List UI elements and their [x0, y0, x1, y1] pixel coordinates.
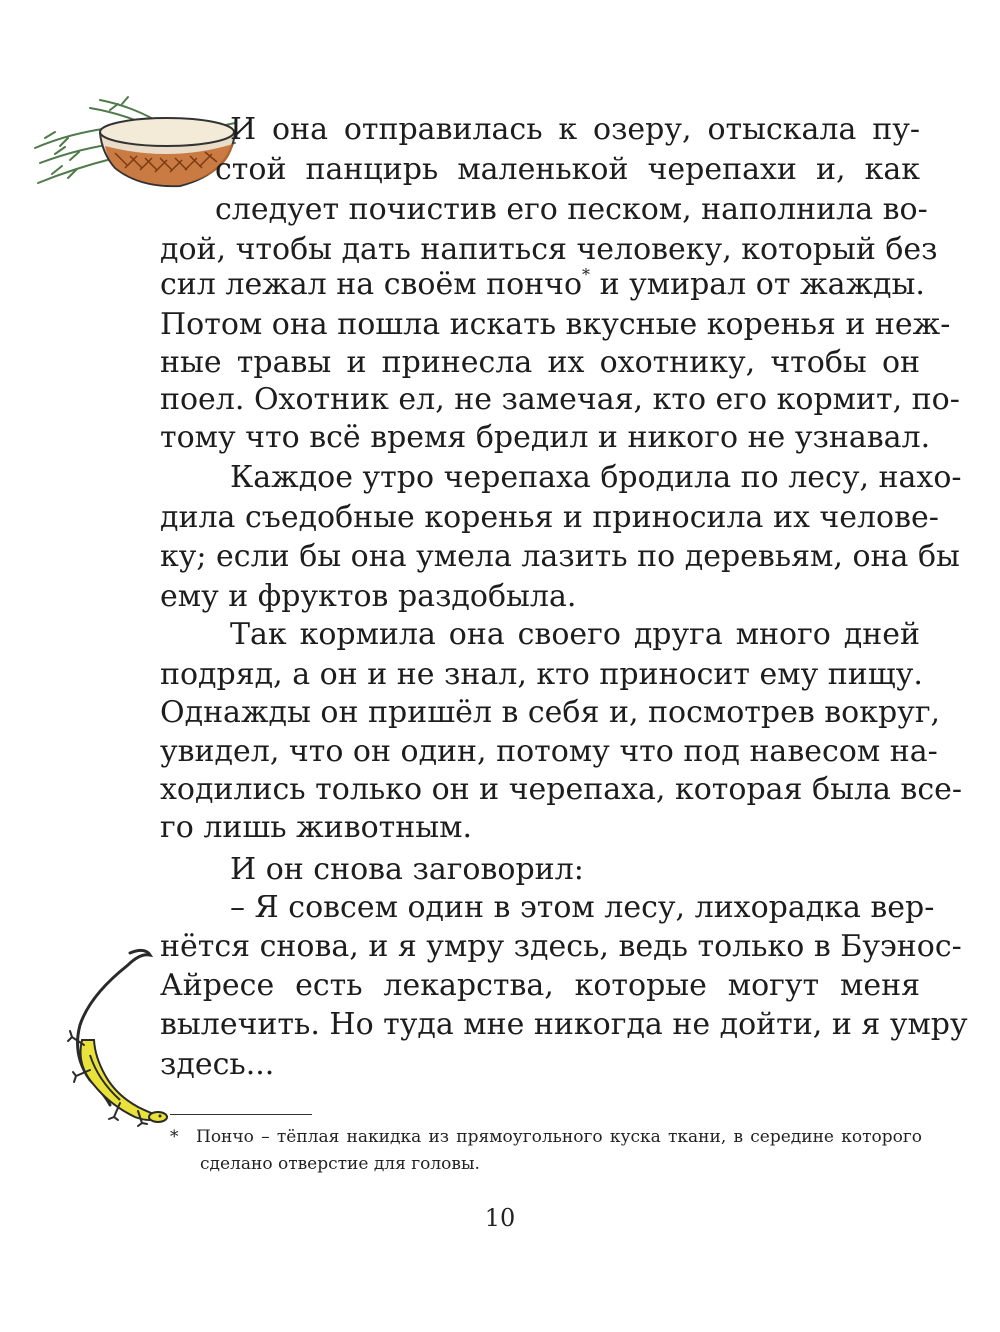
text-line: поел. Охотник ел, не замечая, кто его кормит, по- [160, 382, 960, 417]
text-line: ные травы и принесла их охотнику, чтобы он [160, 345, 920, 380]
lizard-illustration [50, 945, 170, 1145]
text-fragment: сил лежал на своём пончо [160, 267, 583, 302]
footnote-line [170, 1124, 922, 1151]
text-line: здесь... [160, 1047, 275, 1082]
text-line: подряд, а он и не знал, кто приносит ему пищу. [160, 657, 923, 692]
bowl-grass-illustration [30, 88, 240, 198]
footnote-text: Пончо – тёплая накидка из прямоугольного куска ткани, в середине которого [196, 1127, 922, 1147]
text-fragment: и умирал от жажды. [599, 267, 925, 302]
text-line: вылечить. Но туда мне никогда не дойти, и я умру [160, 1007, 968, 1042]
text-line: стой панцирь маленькой черепахи и, как [215, 152, 920, 187]
text-line: И она отправилась к озеру, отыскала пу- [230, 112, 920, 147]
text-line: Потом она пошла искать вкусные коренья и неж- [160, 307, 951, 342]
page-number: 10 [484, 1204, 516, 1232]
text-line: Айресе есть лекарства, которые могут меня [160, 968, 920, 1003]
footnote-reference: * [582, 265, 591, 284]
text-line: Однажды он пришёл в себя и, посмотрев вокруг, [160, 695, 941, 730]
text-line: следует почистив его песком, наполнила во- [215, 192, 928, 227]
text-line: го лишь животным. [160, 810, 473, 845]
text-line: тому что всё время бредил и никого не узнавал. [160, 420, 931, 455]
text-line: дила съедобные коренья и приносила их челове- [160, 500, 939, 535]
footnote-marker: * [170, 1127, 179, 1147]
text-line: – Я совсем один в этом лесу, лихорадка вер- [230, 890, 935, 925]
footnote-line: сделано отверстие для головы. [200, 1154, 480, 1174]
text-line: Каждое утро черепаха бродила по лесу, нахо- [230, 460, 962, 495]
text-line: Так кормила она своего друга много дней [230, 617, 920, 652]
text-line: И он снова заговорил: [230, 852, 584, 887]
text-line: ходились только он и черепаха, которая была все- [160, 772, 963, 807]
footnote-divider [170, 1114, 312, 1115]
text-line: ку; если бы она умела лазить по деревьям, она бы [160, 539, 960, 574]
text-line: увидел, что он один, потому что под навесом на- [160, 734, 938, 769]
text-line: ему и фруктов раздобыла. [160, 579, 577, 614]
text-line: дой, чтобы дать напиться человеку, который без [160, 232, 938, 267]
text-line: нётся снова, и я умру здесь, ведь только в Буэнос- [160, 929, 962, 964]
text-line-with-footnote [160, 265, 925, 305]
